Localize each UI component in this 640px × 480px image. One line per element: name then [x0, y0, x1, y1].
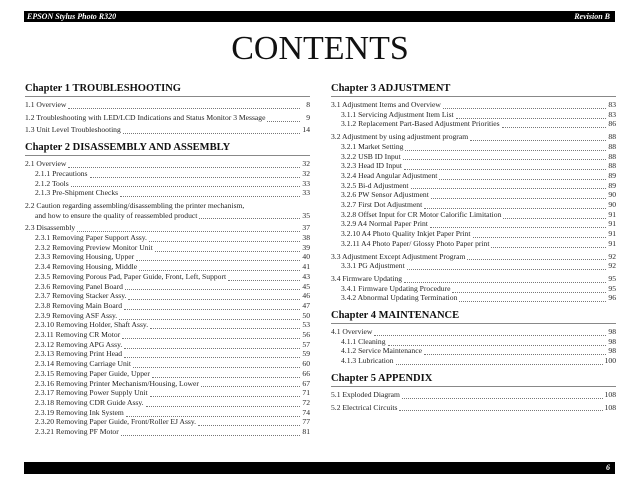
toc-entry-label: 3.3.1 PG Adjustment [341, 261, 405, 271]
toc-entry[interactable] [25, 223, 310, 233]
revision-label: Revision B [574, 12, 610, 21]
toc-entry[interactable] [25, 291, 310, 301]
toc-entry[interactable] [331, 190, 616, 200]
toc-entry[interactable] [331, 210, 616, 220]
dot-leader [124, 343, 300, 349]
dot-leader [405, 145, 606, 151]
toc-entry-page: 86 [608, 119, 616, 129]
toc-entry-label: 3.4.1 Firmware Updating Procedure [341, 283, 451, 293]
dot-leader [124, 304, 300, 310]
toc-entry-label: 2.3.16 Removing Printer Mechanism/Housing, Lower [35, 378, 199, 388]
toc-entry-page: 88 [608, 141, 616, 151]
toc-entry-label: 2.1 Overview [25, 159, 67, 169]
toc-entry[interactable] [25, 211, 310, 221]
toc-entry-label: 3.2.6 PW Sensor Adjustment [341, 190, 429, 200]
toc-entry[interactable] [25, 320, 310, 330]
toc-entry-label: 3.1.2 Replacement Part-Based Adjustment Priorities [341, 119, 500, 129]
toc-entry-label: 3.2.9 A4 Normal Paper Print [341, 219, 428, 229]
dot-leader [198, 420, 300, 426]
page-footer-bar [24, 462, 615, 474]
dot-leader [199, 213, 300, 219]
toc-entry[interactable] [25, 282, 310, 292]
toc-entry-page: 32 [302, 159, 310, 169]
dot-leader [470, 135, 606, 141]
dot-leader [68, 103, 300, 109]
toc-entry-page: 92 [608, 261, 616, 271]
toc-entry[interactable] [25, 388, 310, 398]
toc-entry-page: 60 [302, 359, 310, 369]
toc-section-group [25, 223, 310, 436]
toc-entry-page: 90 [608, 200, 616, 210]
chapter-heading[interactable]: Chapter 5 APPENDIX [331, 372, 616, 387]
toc-entry[interactable] [331, 119, 616, 129]
toc-entry-page: 39 [302, 242, 310, 252]
toc-entry[interactable] [25, 340, 310, 350]
toc-entry-page: 46 [302, 291, 310, 301]
toc-section-group [25, 100, 310, 110]
toc-section-group [25, 113, 310, 123]
dot-leader [411, 183, 606, 189]
toc-entry-page: 95 [608, 283, 616, 293]
toc-entry-label: 4.1.3 Lubrication [341, 356, 394, 366]
toc-chapter [331, 372, 616, 412]
chapter-heading[interactable]: Chapter 2 DISASSEMBLY AND ASSEMBLY [25, 141, 310, 156]
toc-entry[interactable] [25, 159, 310, 169]
dot-leader [71, 181, 300, 187]
toc-entry-label: 2.3.21 Removing PF Motor [35, 427, 119, 437]
toc-entry[interactable] [331, 337, 616, 347]
toc-entry-page: 71 [302, 388, 310, 398]
dot-leader [404, 164, 606, 170]
toc-entry-label: 2.2 Caution regarding assembling/disassembling the printer mechanism, [25, 200, 245, 210]
toc-entry-page: 88 [608, 151, 616, 161]
toc-entry-page: 95 [608, 273, 616, 283]
toc-entry[interactable] [331, 171, 616, 181]
toc-entry-page: 98 [608, 327, 616, 337]
dot-leader [404, 277, 606, 283]
toc-entry[interactable] [331, 200, 616, 210]
toc-entry-label: 3.2.8 Offset Input for CR Motor Calorific Limitation [341, 209, 502, 219]
toc-entry[interactable] [331, 161, 616, 171]
dot-leader [146, 401, 300, 407]
toc-entry[interactable] [25, 113, 310, 123]
dot-leader [136, 255, 300, 261]
toc-entry-page: 91 [608, 238, 616, 248]
toc-section-group [331, 252, 616, 271]
toc-entry-label: 3.1.1 Servicing Adjustment Item List [341, 109, 454, 119]
dot-leader [424, 203, 606, 209]
toc-entry[interactable] [25, 427, 310, 437]
dot-leader [452, 287, 606, 293]
toc-entry-label: 2.3.9 Removing ASF Assy. [35, 310, 118, 320]
toc-entry-page: 59 [302, 349, 310, 359]
toc-entry-label: 3.2.11 A4 Photo Paper/ Glossy Photo Paper print [341, 238, 490, 248]
chapter-heading[interactable]: Chapter 3 ADJUSTMENT [331, 82, 616, 97]
toc-entry-label: 3.2.7 First Dot Adjustment [341, 200, 423, 210]
toc-entry-label: 2.1.1 Precautions [35, 168, 88, 178]
toc-entry-label: 2.3.7 Removing Stacker Assy. [35, 291, 127, 301]
page-title: CONTENTS [231, 30, 409, 67]
toc-entry-page: 43 [302, 271, 310, 281]
toc-entry-page: 9 [306, 112, 310, 122]
toc-entry-page: 91 [608, 209, 616, 219]
toc-entry-page: 81 [302, 427, 310, 437]
dot-leader [402, 393, 603, 399]
dot-leader [456, 113, 606, 119]
page-number: 6 [606, 463, 610, 472]
toc-entry[interactable] [25, 330, 310, 340]
toc-entry-page: 38 [302, 233, 310, 243]
toc-entry-page: 33 [302, 188, 310, 198]
toc-entry-page: 53 [302, 320, 310, 330]
toc-entry-page: 67 [302, 378, 310, 388]
toc-entry-page: 37 [302, 223, 310, 233]
toc-entry-label: 2.3.17 Removing Power Supply Unit [35, 388, 148, 398]
toc-entry[interactable] [25, 201, 310, 211]
toc-entry-label: 3.2 Adjustment by using adjustment program [331, 132, 469, 142]
dot-leader [491, 242, 606, 248]
toc-entry-page: 57 [302, 339, 310, 349]
toc-entry-page: 72 [302, 397, 310, 407]
toc-entry[interactable] [25, 398, 310, 408]
toc-entry-label: 2.3 Disassembly [25, 223, 76, 233]
toc-entry[interactable] [25, 233, 310, 243]
toc-entry[interactable] [25, 359, 310, 369]
toc-entry-page: 96 [608, 293, 616, 303]
dot-leader [502, 122, 606, 128]
dot-leader [424, 349, 606, 355]
toc-chapter [331, 309, 616, 366]
toc-entry[interactable] [25, 369, 310, 379]
toc-entry-page: 66 [302, 368, 310, 378]
toc-section-group [331, 390, 616, 400]
toc-entry[interactable] [331, 284, 616, 294]
toc-section-group [25, 125, 310, 135]
toc-section-group [331, 403, 616, 413]
toc-entry-page: 98 [608, 336, 616, 346]
dot-leader [68, 162, 300, 168]
dot-leader [150, 391, 300, 397]
toc-entry-page: 56 [302, 330, 310, 340]
toc-entry[interactable] [25, 272, 310, 282]
dot-leader [201, 381, 300, 387]
dot-leader [120, 191, 300, 197]
toc-entry[interactable] [331, 390, 616, 400]
dot-leader [124, 352, 300, 358]
dot-leader [459, 296, 606, 302]
toc-entry[interactable] [331, 152, 616, 162]
toc-section-group [331, 274, 616, 303]
toc-entry[interactable] [331, 261, 616, 271]
toc-section-group [331, 327, 616, 366]
toc-entry-page: 91 [608, 219, 616, 229]
toc-entry[interactable] [25, 100, 310, 110]
dot-leader [119, 314, 300, 320]
dot-leader [430, 222, 606, 228]
toc-entry-page: 33 [302, 178, 310, 188]
toc-entry-label: 2.3.12 Removing APG Assy. [35, 339, 123, 349]
toc-entry-page: 40 [302, 252, 310, 262]
toc-chapter [25, 141, 310, 437]
toc-right-column [331, 82, 616, 418]
toc-entry-label: 3.2.1 Market Setting [341, 141, 404, 151]
dot-leader [126, 411, 300, 417]
dot-leader [150, 323, 300, 329]
toc-entry-label: 3.2.2 USB ID Input [341, 151, 401, 161]
toc-entry-label: 2.3.5 Removing Porous Pad, Paper Guide, Front, Left, Support [35, 271, 227, 281]
toc-entry-page: 108 [604, 389, 616, 399]
dot-leader [149, 236, 300, 242]
toc-entry-page: 45 [302, 281, 310, 291]
toc-entry[interactable] [25, 243, 310, 253]
document-title: EPSON Stylus Photo R320 [27, 12, 117, 21]
toc-entry-page: 32 [302, 168, 310, 178]
toc-entry-label: 3.2.4 Head Angular Adjustment [341, 170, 438, 180]
toc-entry-label: 1.3 Unit Level Troubleshooting [25, 125, 121, 135]
toc-entry-page: 83 [608, 100, 616, 109]
toc-entry-label: 2.3.13 Removing Print Head [35, 349, 123, 359]
toc-entry-page: 35 [302, 210, 310, 220]
toc-entry-page: 88 [608, 161, 616, 171]
dot-leader [467, 254, 606, 260]
toc-entry-page: 98 [608, 346, 616, 356]
dot-leader [399, 405, 602, 411]
dot-leader [77, 226, 300, 232]
toc-entry-page: 92 [608, 251, 616, 261]
toc-entry-label: 5.1 Exploded Diagram [331, 389, 400, 399]
dot-leader [155, 246, 300, 252]
toc-entry-label: 2.3.11 Removing CR Motor [35, 330, 121, 340]
toc-entry[interactable] [331, 239, 616, 249]
toc-entry-label: 2.3.19 Removing Ink System [35, 407, 124, 417]
toc-entry[interactable] [331, 293, 616, 303]
toc-entry-page: 83 [608, 109, 616, 119]
toc-entry[interactable] [25, 379, 310, 389]
toc-entry-label: 4.1.1 Cleaning [341, 336, 386, 346]
toc-entry-label: 3.2.5 Bi-d Adjustment [341, 180, 409, 190]
toc-entry-page: 100 [604, 356, 616, 366]
toc-entry[interactable] [331, 110, 616, 120]
toc-entry-label: 2.3.15 Removing Paper Guide, Upper [35, 368, 150, 378]
toc-entry[interactable] [25, 417, 310, 427]
toc-entry-label: 3.3 Adjustment Except Adjustment Program [331, 251, 466, 261]
dot-leader [125, 284, 300, 290]
toc-entry[interactable] [331, 252, 616, 262]
chapter-heading[interactable]: Chapter 4 MAINTENANCE [331, 309, 616, 324]
toc-chapter [25, 82, 310, 135]
toc-entry-label: 3.1 Adjustment Items and Overview [331, 100, 441, 109]
dot-leader [443, 103, 606, 109]
toc-entry-label: 2.3.6 Removing Panel Board [35, 281, 123, 291]
toc-entry-page: 8 [306, 100, 310, 109]
toc-entry[interactable] [331, 229, 616, 239]
toc-entry[interactable] [25, 262, 310, 272]
dot-leader [121, 430, 300, 436]
dot-leader [407, 264, 606, 270]
toc-entry-label: 1.2 Troubleshooting with LED/LCD Indications and Status Monitor 3 Message [25, 112, 266, 122]
toc-entry[interactable] [25, 349, 310, 359]
toc-entry-page: 47 [302, 300, 310, 310]
toc-entry[interactable] [331, 219, 616, 229]
toc-entry[interactable] [331, 274, 616, 284]
toc-entry[interactable] [25, 125, 310, 135]
toc-entry-label: 2.3.20 Removing Paper Guide, Front/Roller EJ Assy. [35, 417, 197, 427]
toc-entry[interactable] [25, 252, 310, 262]
toc-left-column [25, 82, 310, 443]
toc-entry[interactable] [25, 179, 310, 189]
toc-entry-page: 74 [302, 407, 310, 417]
dot-leader [122, 333, 300, 339]
toc-entry-label: 2.3.8 Removing Main Board [35, 300, 123, 310]
toc-section-group [331, 100, 616, 129]
dot-leader [431, 193, 606, 199]
toc-entry-label: 2.3.10 Removing Holder, Shaft Assy. [35, 320, 149, 330]
toc-entry-label: 2.3.1 Removing Paper Support Assy. [35, 233, 147, 243]
toc-entry-page: 50 [302, 310, 310, 320]
dot-leader [388, 340, 606, 346]
toc-entry[interactable] [331, 181, 616, 191]
toc-entry-label: 4.1 Overview [331, 327, 373, 337]
toc-entry[interactable] [331, 346, 616, 356]
dot-leader [439, 174, 606, 180]
toc-entry-page: 89 [608, 180, 616, 190]
toc-entry[interactable] [331, 100, 616, 110]
toc-entry-page: 88 [608, 132, 616, 142]
toc-entry[interactable] [331, 142, 616, 152]
toc-entry-page: 89 [608, 170, 616, 180]
dot-leader [128, 294, 300, 300]
toc-entry[interactable] [25, 188, 310, 198]
toc-section-group [331, 132, 616, 248]
dot-leader [123, 128, 300, 134]
toc-entry-label: 3.2.3 Head ID Input [341, 161, 402, 171]
toc-section-group [25, 159, 310, 198]
dot-leader [139, 265, 300, 271]
toc-entry[interactable] [25, 301, 310, 311]
toc-entry-page: 77 [302, 417, 310, 427]
toc-entry-label: 3.4 Firmware Updating [331, 273, 403, 283]
dot-leader [152, 372, 300, 378]
toc-chapter [331, 82, 616, 303]
toc-entry-label: 3.4.2 Abnormal Updating Termination [341, 293, 458, 303]
dot-leader [396, 359, 603, 365]
dot-leader [473, 232, 606, 238]
page-header-bar [24, 11, 615, 22]
toc-entry-label: and how to ensure the quality of reassembled product [35, 210, 198, 220]
toc-entry-page: 41 [302, 262, 310, 272]
toc-entry[interactable] [331, 327, 616, 337]
toc-entry-label: 2.3.4 Removing Housing, Middle [35, 262, 138, 272]
toc-entry-page: 91 [608, 229, 616, 239]
toc-entry-label: 2.3.18 Removing CDR Guide Assy. [35, 397, 144, 407]
toc-entry-label: 2.3.3 Removing Housing, Upper [35, 252, 135, 262]
toc-entry[interactable] [331, 356, 616, 366]
dot-leader [267, 116, 300, 122]
toc-entry-label: 5.2 Electrical Circuits [331, 402, 398, 412]
toc-section-group [25, 201, 310, 220]
toc-entry-page: 90 [608, 190, 616, 200]
dot-leader [374, 330, 606, 336]
toc-entry[interactable] [331, 403, 616, 413]
dot-leader [90, 172, 300, 178]
toc-entry-label: 4.1.2 Service Maintenance [341, 346, 422, 356]
toc-entry[interactable] [25, 311, 310, 321]
toc-entry-label: 2.1.2 Tools [35, 178, 69, 188]
chapter-heading[interactable]: Chapter 1 TROUBLESHOOTING [25, 82, 310, 97]
toc-entry[interactable] [25, 169, 310, 179]
toc-entry-label: 3.2.10 A4 Photo Quality Inkjet Paper Print [341, 229, 471, 239]
toc-entry[interactable] [25, 408, 310, 418]
toc-entry[interactable] [331, 132, 616, 142]
toc-entry-label: 2.3.2 Removing Preview Monitor Unit [35, 242, 153, 252]
toc-entry-label: 2.1.3 Pre-Shipment Checks [35, 188, 119, 198]
toc-entry-page: 14 [302, 125, 310, 135]
toc-entry-page: 108 [604, 402, 616, 412]
dot-leader [503, 213, 606, 219]
dot-leader [403, 154, 606, 160]
toc-entry-label: 1.1 Overview [25, 100, 67, 109]
dot-leader [228, 275, 300, 281]
dot-leader [133, 362, 300, 368]
toc-entry-label: 2.3.14 Removing Carriage Unit [35, 359, 131, 369]
